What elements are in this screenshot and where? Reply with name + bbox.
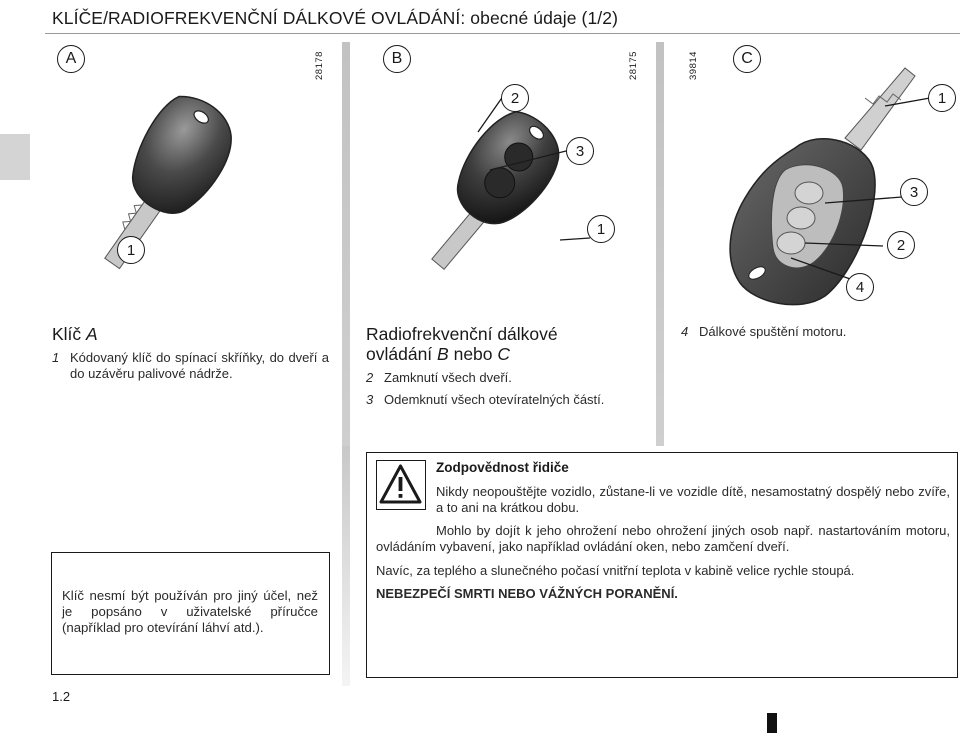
remote-start-section [681,324,951,340]
callout-1: 1 [117,236,145,264]
warning-icon-frame [376,460,426,510]
figure-a-ref: 28178 [314,51,325,80]
warning-paragraph: Navíc, za teplého a slunečného počasí vnitřní teplota v kabině velice rychle stoupá. [376,563,855,578]
warning-triangle-icon [377,461,424,508]
remote-b-illustration [420,110,660,260]
figure-c-badge: C [733,45,761,73]
callout-2: 2 [501,84,529,112]
footer-mark [767,713,777,733]
callout-1: 1 [587,215,615,243]
figure-b-ref: 28175 [628,51,639,80]
key-a-illustration [90,90,280,260]
remote-section [366,324,646,408]
warning-danger-text: NEBEZPEČÍ SMRTI NEBO VÁŽNÝCH PORANĚNÍ. [376,586,678,601]
key-a-heading: Klíč A [52,324,98,344]
key-a-section [52,324,329,382]
warning-paragraph: Nikdy neopouštějte vozidlo, zůstane-li ve vozidle dítě, nesamostatný dospělý nebo zvíře, a to ani na krátkou dobu. [436,484,950,515]
remote-heading-line1: Radiofrekvenční dálkové [366,324,558,344]
note-text: Klíč nesmí být používán pro jiný účel, než je popsáno v uživatelské příručce (například pro otevírání láhví atd.). [62,588,318,635]
warning-paragraph: Mohlo by dojít k jeho ohrožení nebo ohrožení jiných osob např. nastartováním motoru, ovládáním vybavení, jako například ovládání oken, nebo zamčení dveří. [376,523,950,554]
warning-title: Zodpovědnost řidiče [436,460,569,475]
list-item: 2 Zamknutí všech dveří. [366,370,512,385]
column-divider-fade [342,446,350,686]
list-item: 1 Kódovaný klíč do spínací skříňky, do dveří a do uzávěru palivové nádrže. [52,350,329,381]
callout-1: 1 [928,84,956,112]
remote-heading-line2: ovládání B nebo C [366,344,511,364]
column-divider [342,42,350,446]
page-title: KLÍČE/RADIOFREKVENČNÍ DÁLKOVÉ OVLÁDÁNÍ: obecné údaje (1/2) [52,8,619,28]
callout-3: 3 [566,137,594,165]
title-divider [45,33,960,34]
callout-4: 4 [846,273,874,301]
callout-3: 3 [900,178,928,206]
list-item: 3 Odemknutí všech otevíratelných částí. [366,392,605,407]
chapter-tab [0,134,30,180]
figure-b-badge: B [383,45,411,73]
callout-2: 2 [887,231,915,259]
figure-c-ref: 39814 [688,51,699,80]
list-item: 4 Dálkové spuštění motoru. [681,324,847,339]
page-number: 1.2 [52,689,71,704]
figure-a-badge: A [57,45,85,73]
